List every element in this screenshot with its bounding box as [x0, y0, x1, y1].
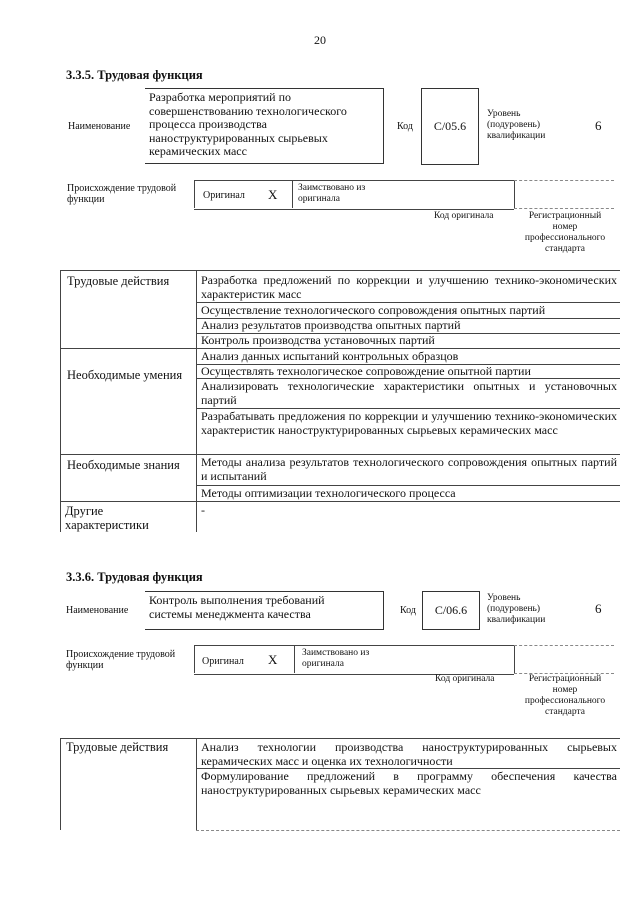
level-value: 6: [595, 118, 602, 133]
reg-caption-line: профессионального: [524, 696, 606, 706]
skill-item: Анализировать технологические характеристики опытных и установочных партий: [201, 379, 617, 407]
origin-label: [66, 649, 175, 671]
borrowed-label-line: Заимствовано из: [298, 183, 366, 193]
reg-caption-line: номер: [552, 222, 578, 232]
section-title: 3.3.5. Трудовая функция: [66, 68, 203, 82]
code-original-caption: Код оригинала: [434, 211, 494, 221]
reg-caption-line: стандарта: [545, 707, 585, 717]
action-item: Формулирование предложений в программу обеспечения качества наноструктурированных сырьевых керамических масс: [201, 769, 617, 797]
reg-caption-line: Регистрационный: [528, 674, 602, 684]
borrowed-label-line: оригинала: [298, 194, 340, 204]
origin-label: [67, 183, 176, 205]
level-label-line: Уровень: [487, 109, 521, 119]
name-label: Наименование: [66, 605, 129, 616]
action-item: Контроль производства установочных партий: [201, 333, 435, 347]
borrowed-label-line: оригинала: [302, 659, 344, 669]
action-item: Осуществление технологического сопровождения опытных партий: [201, 303, 546, 317]
skills-label: Необходимые умения: [67, 368, 183, 382]
origin-label-line: функции: [67, 194, 105, 205]
name-label: Наименование: [68, 121, 131, 132]
knowledge-label: Необходимые знания: [67, 458, 180, 472]
origin-label-line: Происхождение трудовой: [67, 183, 177, 194]
original-mark: X: [268, 187, 278, 202]
knowledge-item: Методы оптимизации технологического процесса: [201, 486, 456, 500]
level-label-line: Уровень: [487, 593, 521, 603]
original-label: Оригинал: [202, 656, 244, 667]
code-label: Код: [400, 605, 416, 616]
borrowed-label-line: Заимствовано из: [302, 648, 370, 658]
reg-caption-line: профессионального: [524, 233, 606, 243]
knowledge-item: Методы анализа результатов технологического сопровождения опытных партий и испытаний: [201, 455, 617, 483]
function-name-line: процесса производства: [149, 117, 267, 131]
code-value: С/06.6: [422, 591, 480, 630]
action-item: Анализ результатов производства опытных партий: [201, 318, 461, 332]
function-name: [145, 88, 384, 164]
level-label-line: квалификации: [487, 131, 546, 141]
level-label-line: квалификации: [487, 615, 546, 625]
function-name-line: Разработка мероприятий по: [149, 90, 292, 104]
other-value: -: [201, 503, 205, 517]
action-item: Анализ технологии производства наноструктурированных сырьевых керамических масс и оценка их технологичности: [201, 740, 617, 768]
original-mark: X: [268, 652, 278, 667]
actions-label: Трудовые действия: [67, 274, 170, 288]
reg-number-caption: [515, 211, 615, 255]
borrowed-label: [302, 648, 369, 670]
section-title: 3.3.6. Трудовая функция: [66, 570, 203, 584]
other-label-line: Другие: [65, 504, 104, 518]
level-label: [487, 593, 545, 626]
function-name-line: Контроль выполнения требований: [149, 593, 325, 607]
original-label: Оригинал: [203, 190, 245, 201]
reg-number-caption: [515, 674, 615, 718]
origin-label-line: Происхождение трудовой: [66, 649, 176, 660]
function-name-line: керамических масс: [149, 144, 247, 158]
actions-label: Трудовые действия: [66, 740, 169, 754]
skill-item: Разрабатывать предложения по коррекции и улучшению технико-экономических характеристик наноструктурированных сырьевых керамических масс: [201, 409, 617, 437]
function-name-line: системы менеджмента качества: [149, 606, 311, 621]
other-label-line: характеристики: [65, 518, 149, 532]
function-name-line: совершенствованию технологического: [149, 103, 347, 118]
level-label: [487, 109, 545, 142]
level-label-line: (подуровень): [487, 604, 541, 614]
function-name: [145, 591, 384, 630]
level-value: 6: [595, 601, 602, 616]
reg-caption-line: номер: [552, 685, 578, 695]
action-item: Разработка предложений по коррекции и улучшению технико-экономических характеристик масс: [201, 273, 617, 301]
reg-caption-line: стандарта: [545, 244, 585, 254]
skill-item: Анализ данных испытаний контрольных образцов: [201, 349, 459, 363]
borrowed-label: [298, 183, 365, 205]
code-label: Код: [397, 121, 413, 132]
code-value: С/05.6: [421, 88, 479, 165]
code-original-caption: Код оригинала: [435, 674, 495, 684]
page-number: 20: [314, 33, 326, 47]
other-label: [65, 504, 149, 532]
reg-caption-line: Регистрационный: [528, 211, 602, 221]
level-label-line: (подуровень): [487, 120, 541, 130]
skill-item: Осуществлять технологическое сопровождение опытной партии: [201, 364, 531, 378]
function-name-line: наноструктурированных сырьевых: [149, 130, 328, 145]
origin-label-line: функции: [66, 660, 104, 671]
